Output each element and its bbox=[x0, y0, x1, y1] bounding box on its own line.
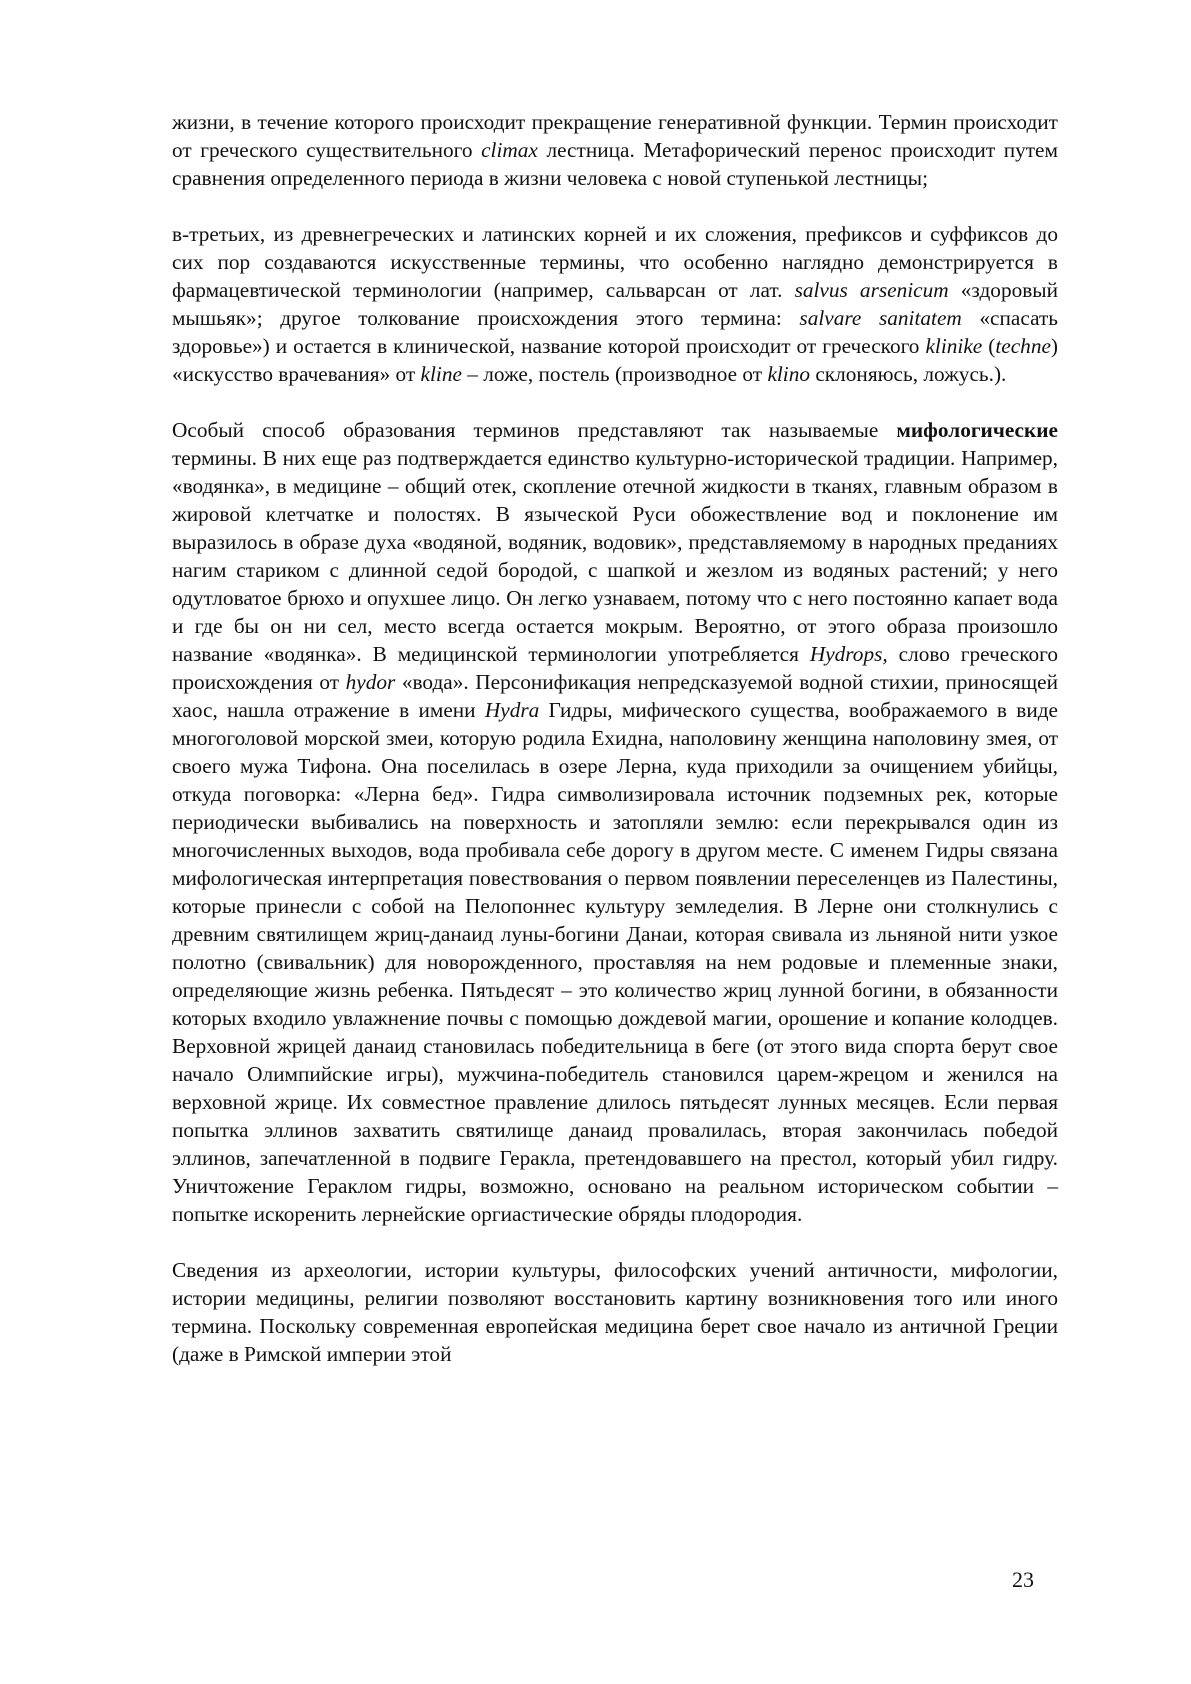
text-run: жизни, в течение которого происходит прекращение генеративной функции. Термин происходит от греческого существительного bbox=[172, 110, 1058, 162]
italic-term: Hydra bbox=[484, 698, 540, 722]
paragraph-history-sources bbox=[172, 1256, 1058, 1368]
text-run: склоняюсь, ложусь.). bbox=[810, 362, 1007, 386]
text-run: «спасать здоровье») и остается в клинической, название которой происходит от греческого bbox=[172, 306, 1058, 358]
italic-term: klinike bbox=[925, 334, 983, 358]
text-run: Гидры, мифического существа, воображаемого в виде многоголовой морской змеи, которую родила Ехидна, наполовину женщина наполовину змея, от своего мужа Тифона. Она поселилась в озере Лерна, куда приходили за очищением убийцы, откуда поговорка: «Лерна бед». Гидра символизировала источник подземных рек, которые периодически выбивались на поверхность и затопляли землю: если перекрывался один из многочисленных выходов, вода пробивала себе дорогу в другом месте. С именем Гидры связана мифологическая интерпретация повествования о первом появлении переселенцев из Палестины, которые принесли с собой на Пелопоннес культуру земледелия. В Лерне они столкнулись с древним святилищем жриц-данаид луны-богини Данаи, которая свивала из льняной нити узкое полотно (свивальник) для новорожденного, проставляя на нем родовые и племенные знаки, определяющие жизнь ребенка. Пятьдесят – это количество жриц лунной богини, в обязанности которых входило увлажнение почвы с помощью дождевой магии, орошение и копание колодцев. Верховной жрицей данаид становилась победительница в беге (от этого вида спорта берут свое начало Олимпийские игры), мужчина-победитель становился царем-жрецом и женился на верховной жрице. Их совместное правление длилось пятьдесят лунных месяцев. Если первая попытка эллинов захватить святилище данаид провалилась, вторая закончилась победой эллинов, запечатленной в подвиге Геракла, претендовавшего на престол, который убил гидру. Уничтожение Гераклом гидры, возможно, основано на реальном историческом событии – попытке искоренить лернейские оргиастические обряды плодородия. bbox=[172, 698, 1059, 1226]
text-run: Особый способ образования терминов представляют так называемые bbox=[172, 418, 897, 442]
italic-term: klino bbox=[767, 362, 811, 386]
text-run: ( bbox=[982, 334, 996, 358]
text-run: лестница. Метафорический перенос происходит путем сравнения определенного периода в жизни человека с новой ступенькой лестницы; bbox=[172, 138, 1058, 190]
text-run: «здоровый мышьяк»; другое толкование происхождения этого термина: bbox=[172, 278, 1059, 330]
text-run: – ложе, постель (производное от bbox=[461, 362, 768, 386]
italic-term: hydor bbox=[345, 670, 396, 694]
italic-term: salvare sanitatem bbox=[799, 306, 962, 330]
text-run: ) «искусство врачевания» от bbox=[172, 334, 1059, 386]
text-run: слово греческого происхождения от bbox=[172, 642, 1059, 694]
text-run: «вода». Персонификация непредсказуемой водной стихии, приносящей хаос, нашла отражение в имени bbox=[172, 670, 1058, 722]
paragraph-climax bbox=[172, 108, 1058, 192]
text-run: Сведения из археологии, истории культуры, философских учений античности, мифологии, истории медицины, религии позволяют восстановить картину возникновения того или иного термина. Поскольку современная европейская медицина берет свое начало из античной Греции (даже в Римской империи этой bbox=[172, 1258, 1058, 1366]
italic-term: salvus arsenicum bbox=[794, 278, 949, 302]
paragraph-artificial-terms bbox=[172, 220, 1058, 388]
paragraph-mythological-terms bbox=[172, 416, 1058, 1228]
page-body bbox=[172, 108, 1058, 1396]
text-run: в-третьих, из древнегреческих и латинских корней и их сложения, префиксов и суффиксов до сих пор создаваются искусственные термины, что особенно наглядно демонстрируется в фармацевтической терминологии (например, сальварсан от лат. bbox=[172, 222, 1058, 302]
bold-term: мифологические bbox=[896, 418, 1058, 442]
text-run: термины. В них еще раз подтверждается единство культурно-исторической традиции. Например, «водянка», в медицине – общий отек, скопление отечной жидкости в тканях, главным образом в жировой клетчатке и полостях. В языческой Руси обожествление вод и поклонение им выразилось в образе духа «водяной, водяник, водовик», представляемому в народных преданиях нагим стариком с длинной седой бородой, с шапкой и жезлом из водяных растений; у него одутловатое брюхо и опухшее лицо. Он легко узнаваем, потому что с него постоянно капает вода и где бы он ни сел, место всегда остается мокрым. Вероятно, от этого образа произошло название «водянка». В медицинской терминологии употребляется bbox=[172, 446, 1058, 666]
page-number: 23 bbox=[1012, 1567, 1034, 1592]
italic-term: kline bbox=[420, 362, 462, 386]
italic-term: Hydrops, bbox=[809, 642, 888, 666]
italic-term: climax bbox=[481, 138, 538, 162]
italic-term: techne bbox=[995, 334, 1051, 358]
